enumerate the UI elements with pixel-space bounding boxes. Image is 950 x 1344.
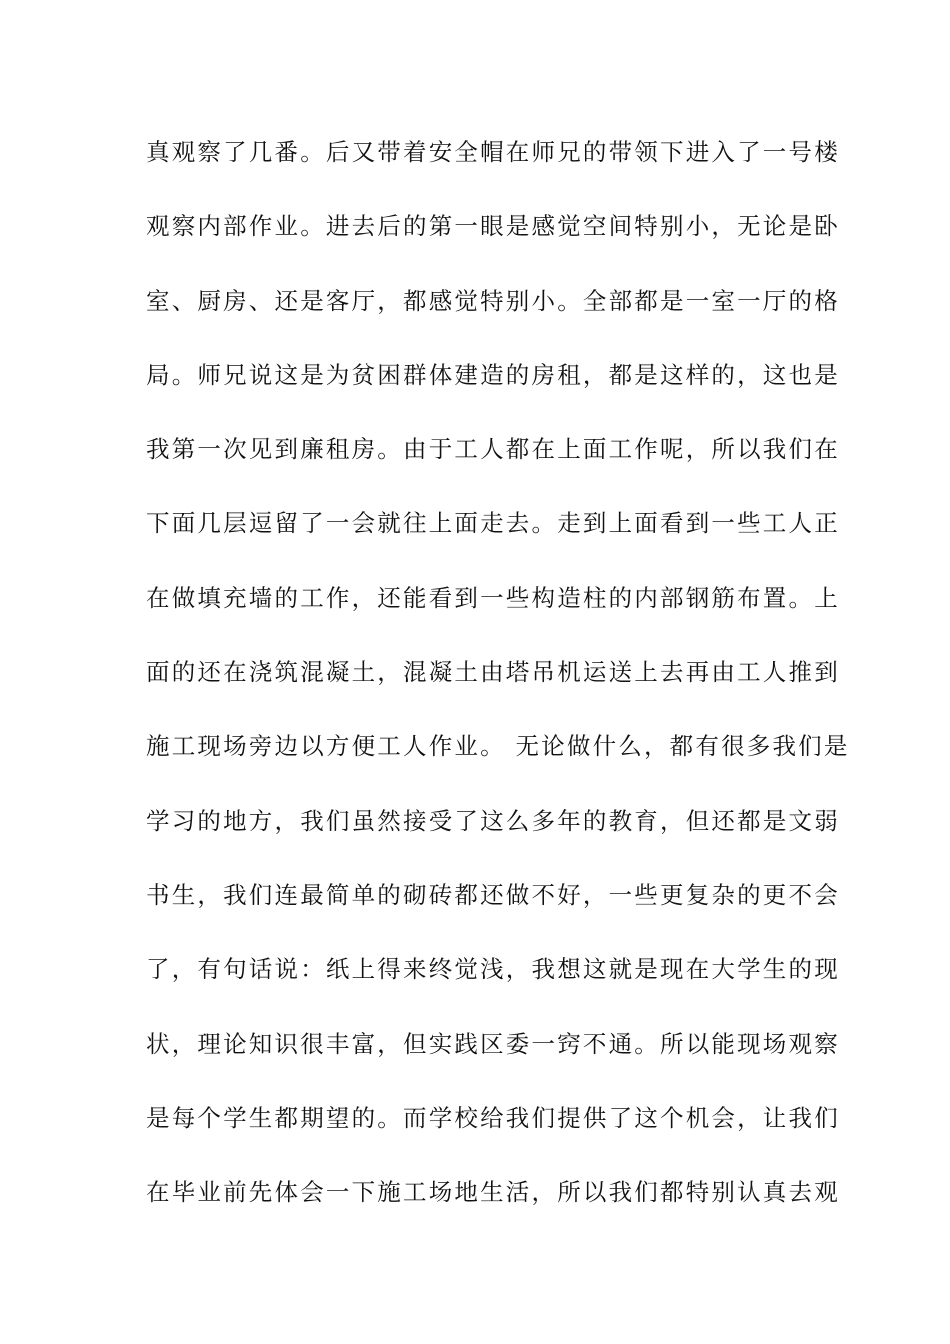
text-line-13: 状，理论知识很丰富，但实践区委一窍不通。所以能现场观察 bbox=[146, 1029, 840, 1058]
text-line-7: 在做填充墙的工作，还能看到一些构造柱的内部钢筋布置。上 bbox=[146, 583, 840, 612]
text-line-9: 施工现场旁边以方便工人作业。 无论做什么，都有很多我们是 bbox=[146, 732, 850, 761]
text-line-6: 下面几层逗留了一会就往上面走去。走到上面看到一些工人正 bbox=[146, 509, 840, 538]
text-line-2: 观察内部作业。进去后的第一眼是感觉空间特别小，无论是卧 bbox=[146, 212, 840, 241]
text-line-12: 了，有句话说：纸上得来终觉浅，我想这就是现在大学生的现 bbox=[146, 955, 840, 984]
text-line-1: 真观察了几番。后又带着安全帽在师兄的带领下进入了一号楼 bbox=[146, 138, 840, 166]
text-line-3: 室、厨房、还是客厅，都感觉特别小。全部都是一室一厅的格 bbox=[146, 286, 840, 315]
text-line-10: 学习的地方，我们虽然接受了这么多年的教育，但还都是文弱 bbox=[146, 806, 840, 835]
body-text bbox=[146, 134, 850, 1248]
text-line-4: 局。师兄说这是为贫困群体建造的房租，都是这样的，这也是 bbox=[146, 360, 840, 389]
text-line-8: 面的还在浇筑混凝土，混凝土由塔吊机运送上去再由工人推到 bbox=[146, 658, 840, 687]
text-line-11: 书生，我们连最简单的砌砖都还做不好，一些更复杂的更不会 bbox=[146, 880, 840, 909]
text-line-15: 在毕业前先体会一下施工场地生活，所以我们都特别认真去观 bbox=[146, 1178, 840, 1207]
text-line-5: 我第一次见到廉租房。由于工人都在上面工作呢，所以我们在 bbox=[146, 435, 840, 464]
text-line-14: 是每个学生都期望的。而学校给我们提供了这个机会，让我们 bbox=[146, 1103, 840, 1132]
